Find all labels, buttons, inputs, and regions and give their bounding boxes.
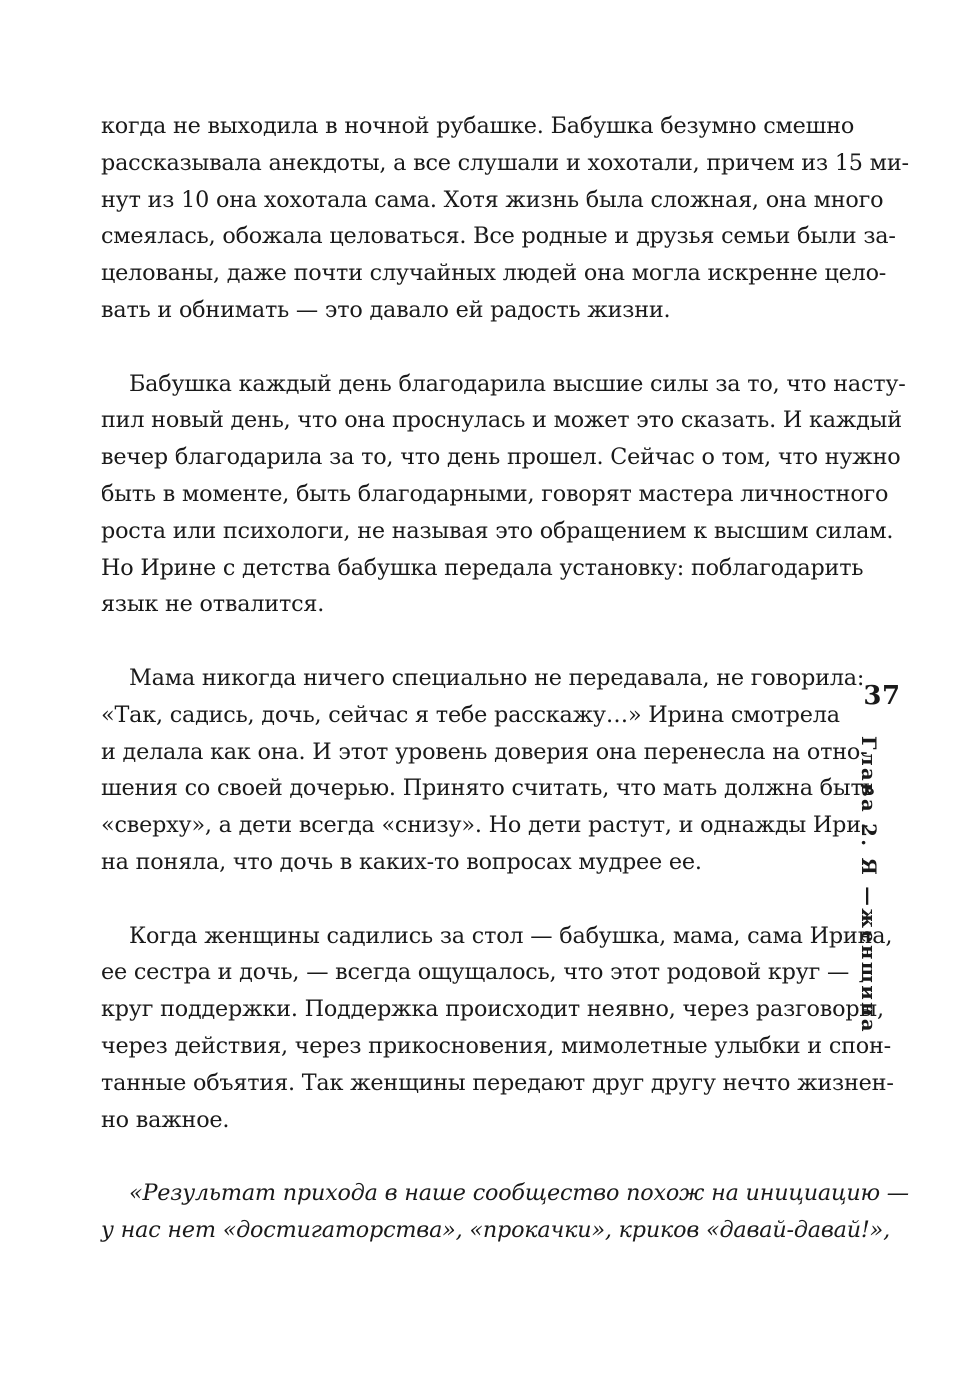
page-number: 37 bbox=[863, 681, 901, 711]
paragraph-gratitude bbox=[101, 366, 906, 624]
text-line: роста или психологи, не называя это обращением к высшим силам. bbox=[101, 517, 894, 544]
text-line: нут из 10 она хохотала сама. Хотя жизнь была сложная, она много bbox=[101, 186, 884, 213]
text-line: язык не отвалится. bbox=[101, 591, 325, 618]
text-line: смеялась, обожала целоваться. Все родные и друзья семьи были за- bbox=[101, 223, 896, 250]
text-line: вать и обнимать — это давало ей радость жизни. bbox=[101, 296, 671, 323]
text-line: когда не выходила в ночной рубашке. Бабушка безумно смешно bbox=[101, 113, 855, 139]
text-line: Но Ирине с детства бабушка передала установку: поблагодарить bbox=[101, 554, 864, 581]
text-line: вечер благодарила за то, что день прошел. Сейчас о том, что нужно bbox=[101, 444, 901, 471]
text-line: рассказывала анекдоты, а все слушали и хохотали, причем из 15 ми- bbox=[101, 149, 909, 176]
paragraph-quote bbox=[101, 1175, 909, 1249]
text-line: Когда женщины садились за стол — бабушка, мама, сама Ирина, bbox=[129, 922, 893, 949]
running-chapter-title: Глава 2. Я —женщина bbox=[857, 736, 880, 1034]
text-line: шения со своей дочерью. Принято считать, что мать должна быть bbox=[101, 775, 875, 802]
text-line: танные объятия. Так женщины передают друг другу нечто жизнен- bbox=[101, 1069, 894, 1096]
text-line: «Так, садись, дочь, сейчас я тебе расскажу…» Ирина смотрела bbox=[101, 701, 840, 728]
text-line: Бабушка каждый день благодарила высшие силы за то, что насту- bbox=[129, 370, 906, 397]
text-line: круг поддержки. Поддержка происходит неявно, через разговоры, bbox=[101, 996, 884, 1023]
text-line: «сверху», а дети всегда «снизу». Но дети растут, и однажды Ири- bbox=[101, 812, 869, 839]
quote-line: у нас нет «достигаторства», «прокачки», криков «давай-давай!», bbox=[101, 1216, 890, 1243]
text-line: быть в моменте, быть благодарными, говорят мастера личностного bbox=[101, 480, 889, 507]
text-line: но важное. bbox=[101, 1106, 230, 1133]
text-line: ее сестра и дочь, — всегда ощущалось, что этот родовой круг — bbox=[101, 959, 850, 986]
text-line: и делала как она. И этот уровень доверия она перенесла на отно- bbox=[101, 738, 868, 765]
paragraph-grandmother-laughter bbox=[101, 108, 909, 329]
text-line: на поняла, что дочь в каких-то вопросах мудрее ее. bbox=[101, 848, 702, 875]
text-line: Мама никогда ничего специально не передавала, не говорила: bbox=[129, 664, 865, 691]
text-line: через действия, через прикосновения, мимолетные улыбки и спон- bbox=[101, 1032, 892, 1059]
paragraph-family-circle bbox=[101, 918, 894, 1139]
text-line: пил новый день, что она проснулась и может это сказать. И каждый bbox=[101, 407, 902, 434]
quote-line: «Результат прихода в наше сообщество похож на инициацию — bbox=[129, 1180, 909, 1207]
paragraph-mother-trust bbox=[101, 660, 875, 881]
text-line: целованы, даже почти случайных людей она могла искренне цело- bbox=[101, 260, 887, 287]
